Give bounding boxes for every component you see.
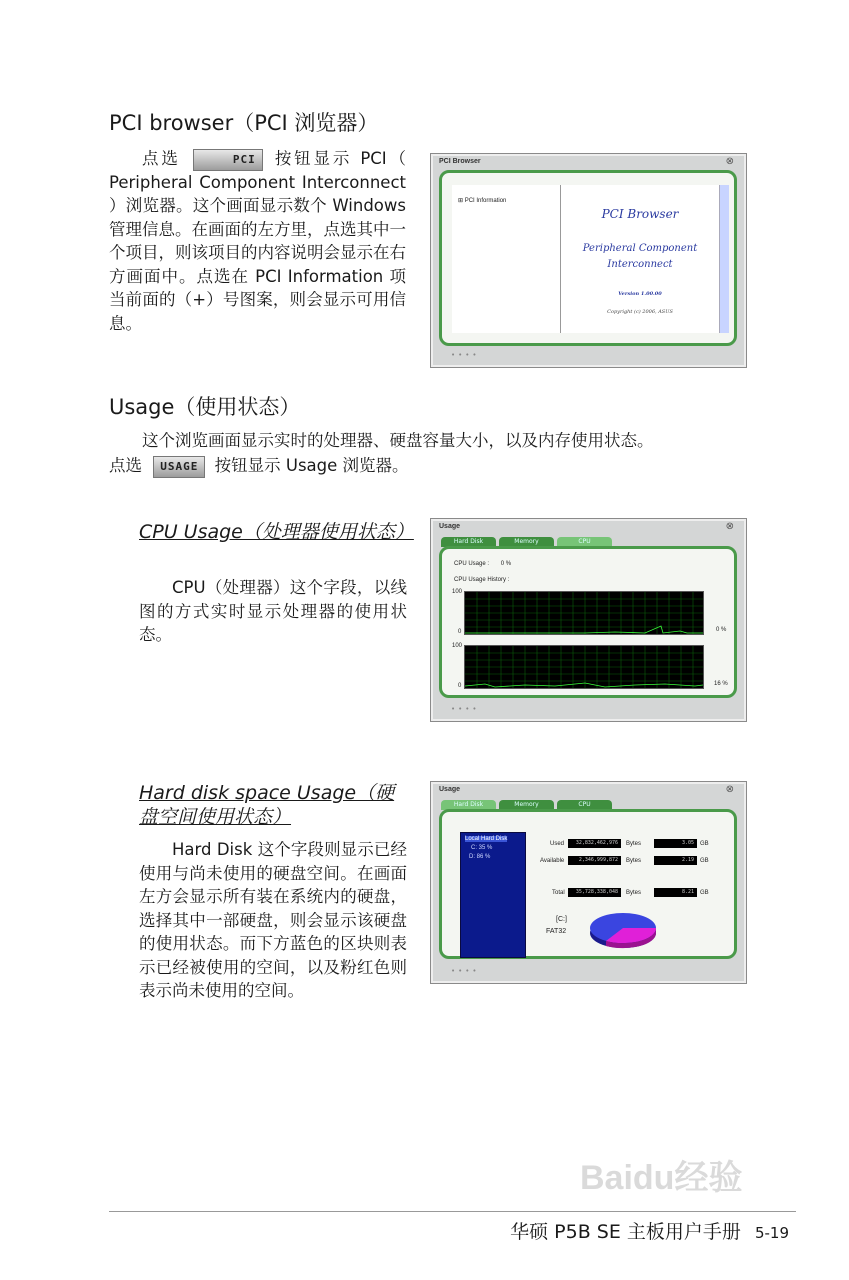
tab-cpu: CPU [557,537,612,547]
graph2-value: 16 % [714,681,728,687]
filesystem-label: FAT32 [546,928,567,935]
cpu-usage-label: CPU Usage : 0 % [454,561,512,567]
disk-usage-screenshot [430,781,747,984]
window-grip-dots: •••• [451,351,480,359]
pci-window-title: PCI Browser [439,158,481,165]
available-gb: 2.19 [654,856,697,865]
pci-info-line2: Peripheral Component [582,243,698,254]
footer-divider [109,1211,796,1212]
available-gb-unit: GB [700,858,709,864]
window-grip-dots: •••• [451,967,480,975]
total-gb: 8.21 [654,888,697,897]
total-label: Total [552,890,565,896]
disk-usage-text: Hard Disk 这个字段则显示已经使用与尚未使用的硬盘空间。在画面左方会显示所有装在系统内的硬盘，选择其中一部硬盘，则会显示该硬盘的使用状态。而下方蓝色的区块则表示已经被使用的空间，以及粉红色则表示尚未使用的空间。 [139,840,407,1000]
pci-paragraph [109,147,406,335]
pci-info-panel [561,185,719,333]
tab-hard-disk: Hard Disk [441,800,496,810]
available-label: Available [540,858,565,864]
total-bytes-unit: Bytes [626,890,642,896]
disk-green-frame [439,809,737,959]
pci-browser-screenshot [430,153,747,368]
disk-usage-title: Hard disk space Usage（硬盘空间使用状态） [139,782,395,828]
usage-heading: Usage（使用状态） [109,395,301,419]
used-bytes-unit: Bytes [626,841,642,847]
pci-info-title: PCI Browser [601,207,679,221]
cpu-graph-2 [464,645,704,689]
used-gb-unit: GB [700,841,709,847]
tab-memory: Memory [499,800,554,810]
drive-label: [C:] [556,916,567,923]
used-gb: 3.05 [654,839,697,848]
cpu-green-frame [439,546,737,698]
graph1-value: 0 % [716,627,727,633]
cpu-window-title: Usage [439,523,461,530]
tab-memory: Memory [499,537,554,547]
tab-cpu: CPU [557,800,612,810]
available-bytes: 2,346,999,872 [568,856,621,865]
graph2-scale-top: 100 [452,643,463,649]
cpu-usage-paragraph [139,576,407,647]
tab-hard-disk: Hard Disk [441,537,496,547]
pci-scrollbar [719,185,729,333]
drive-item-local: Local Hard Disk [465,836,508,842]
graph1-scale-top: 100 [452,589,463,595]
total-bytes: 35,728,338,048 [568,888,621,897]
pci-green-frame [439,170,737,346]
drive-item-c: C: 35 % [471,845,493,851]
pci-info-copyright: Copyright (c) 2006, ASUS [607,309,673,315]
used-bytes: 32,832,462,976 [568,839,621,848]
disk-pie-chart [588,908,658,952]
cpu-history-label: CPU Usage History : [454,577,510,583]
footer [510,1217,789,1244]
pci-info-version: Version 1.00.00 [618,291,662,297]
available-bytes-unit: Bytes [626,858,642,864]
pci-tree-panel [452,185,561,333]
graph1-scale-bottom: 0 [458,629,462,635]
drive-list [460,832,526,958]
close-icon: ⊗ [725,521,734,532]
usage-button-image: USAGE [153,456,205,478]
cpu-usage-title: CPU Usage（处理器使用状态） [139,521,414,543]
pci-info-line3: Interconnect [607,259,673,270]
disk-usage-paragraph [139,838,407,1003]
window-grip-dots: •••• [451,705,480,713]
watermark-logo: Baidu经验 [580,1159,743,1197]
page-number: 5-19 [754,1224,789,1242]
tree-item-pci-information: ⊞ PCI Information [458,198,507,204]
close-icon: ⊗ [725,156,734,167]
total-gb-unit: GB [700,890,709,896]
cpu-usage-text: CPU（处理器）这个字段，以线图的方式实时显示处理器的使用状态。 [139,578,407,644]
close-icon: ⊗ [725,784,734,795]
graph2-scale-bottom: 0 [458,683,462,689]
usage-text-after: 按钮显示 Usage 浏览器。 [214,456,409,475]
footer-title: 华硕 P5B SE 主板用户手册 [510,1221,741,1243]
used-label: Used [550,841,565,847]
usage-paragraph [109,428,749,478]
disk-window-title: Usage [439,786,461,793]
usage-text-before: 点选 [109,456,142,475]
usage-line1: 这个浏览画面显示实时的处理器、硬盘容量大小，以及内存使用状态。 [142,431,654,450]
pci-button-image: PCI [193,149,263,171]
pci-heading: PCI browser（PCI 浏览器） [109,111,379,135]
pci-text-after: 按钮显示 PCI（ Peripheral Component Interconnect ）浏览器。这个画面显示数个 Windows 管理信息。在画面的左方里，点选其中一个项目，则该项目的内容说明会显示在右方画面中。点选在 PCI Information 项当前面的（+）号图案，则会显示可用信息。 [109,149,407,333]
pci-text-before: 点选 [142,149,181,168]
drive-item-d: D: 86 % [469,854,491,860]
cpu-usage-screenshot [430,518,747,722]
cpu-graph-1 [464,591,704,635]
